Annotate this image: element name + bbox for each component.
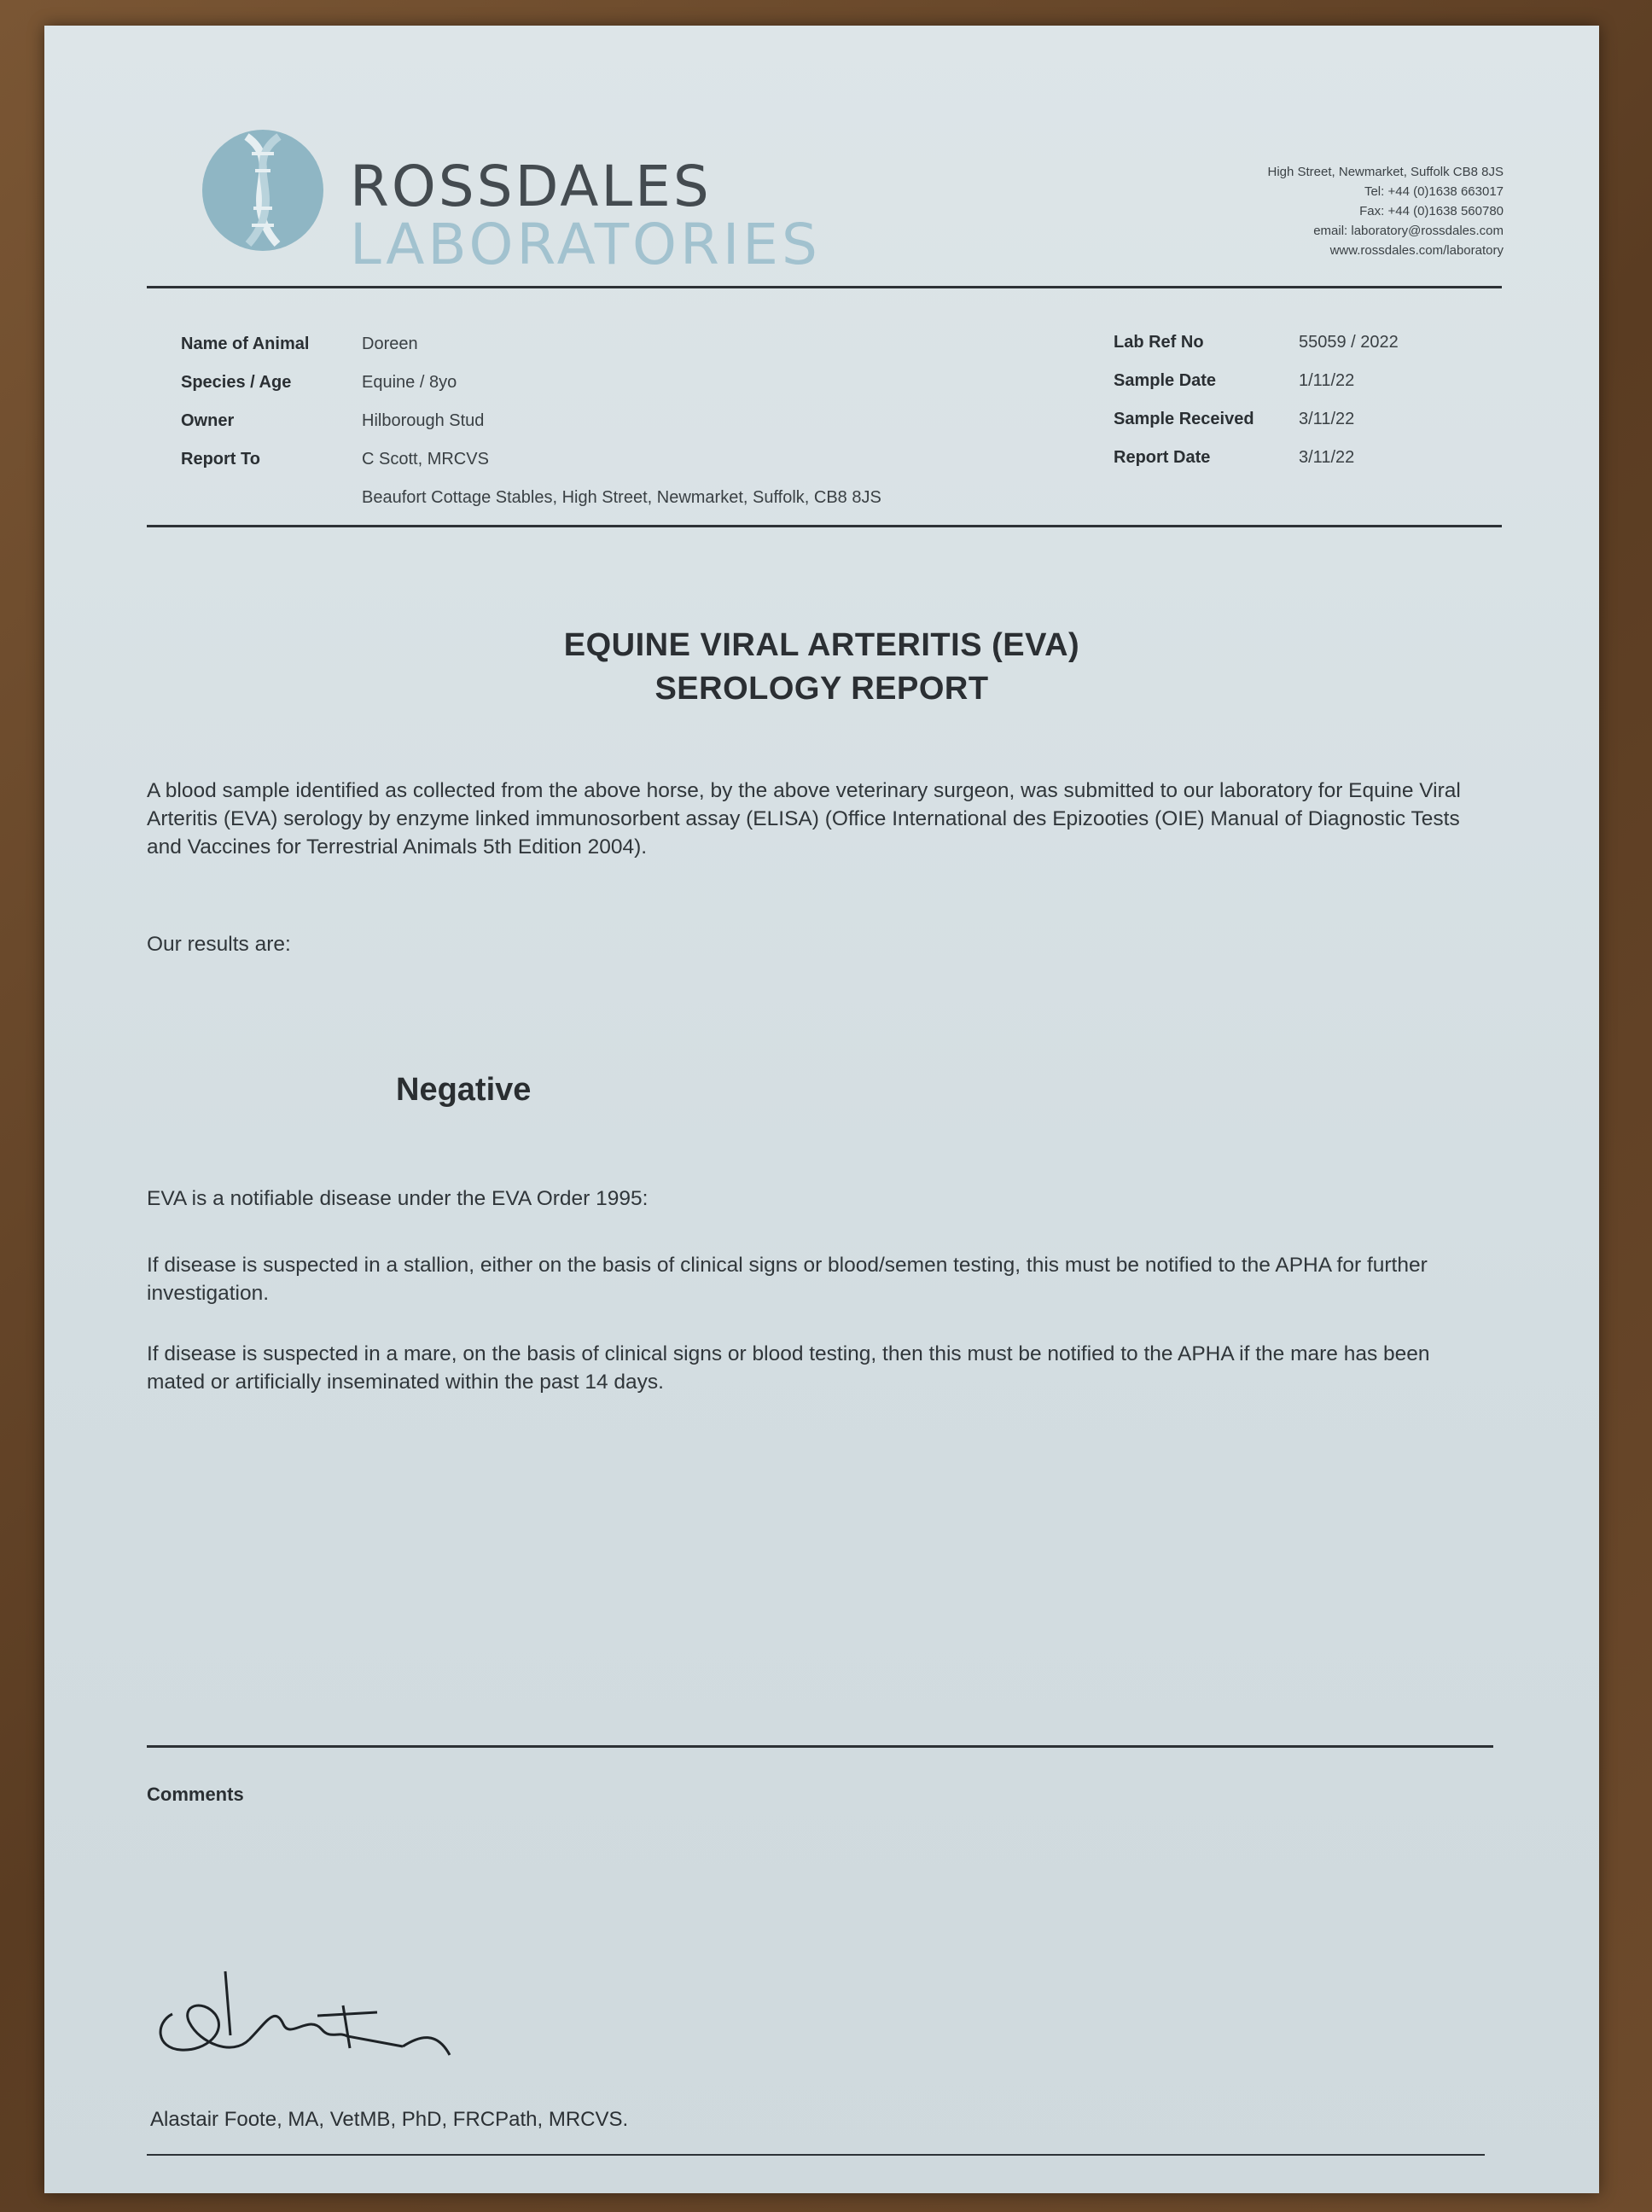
- lab-name-line2: LABORATORIES: [350, 212, 821, 277]
- address-line: Fax: +44 (0)1638 560780: [1359, 204, 1504, 218]
- footer-divider: [147, 2154, 1485, 2156]
- note-mare: If disease is suspected in a mare, on the basis of clinical signs or blood testing, then this must be notified to the APHA if the mare has been mated or artificially inseminated within the past 14 days.: [147, 1342, 1430, 1394]
- sample-received-label: Sample Received: [1114, 410, 1254, 428]
- sample-date-value: 1/11/22: [1299, 371, 1355, 390]
- address-line: email: laboratory@rossdales.com: [1313, 224, 1504, 238]
- report-to-value: C Scott, MRCVS: [362, 450, 489, 469]
- signature-mark: [147, 1954, 539, 2082]
- owner-value: Hilborough Stud: [362, 411, 485, 430]
- species-value: Equine / 8yo: [362, 373, 457, 392]
- test-result: Negative: [396, 1072, 532, 1108]
- address-line: www.rossdales.com/laboratory: [1329, 243, 1504, 258]
- info-divider: [147, 525, 1502, 527]
- report-title-line2: SEROLOGY REPORT: [654, 671, 989, 707]
- lab-name-line1: ROSSDALES: [350, 154, 712, 219]
- lab-ref-value: 55059 / 2022: [1299, 333, 1399, 352]
- report-date-label: Report Date: [1114, 448, 1211, 467]
- sample-date-label: Sample Date: [1114, 371, 1217, 390]
- report-intro: A blood sample identified as collected from the above horse, by the above veterinary surgeon, was submitted to our laboratory for Equine Viral Arteritis (EVA) serology by enzyme linked immunosorbent assay (ELISA) (Office International des Epizooties (OIE) Manual of Diagnostic Tests and Vaccines for Terrestrial Animals 5th Edition 2004).: [147, 779, 1461, 859]
- results-intro: Our results are:: [147, 933, 291, 956]
- header-divider: [147, 286, 1502, 288]
- dna-logo-icon: [202, 130, 323, 251]
- address-line: Tel: +44 (0)1638 663017: [1364, 184, 1504, 199]
- signatory-name: Alastair Foote, MA, VetMB, PhD, FRCPath, MRCVS.: [150, 2108, 629, 2131]
- species-label: Species / Age: [181, 373, 292, 392]
- name-value: Doreen: [362, 335, 418, 353]
- lab-ref-label: Lab Ref No: [1114, 333, 1204, 352]
- address-line: High Street, Newmarket, Suffolk CB8 8JS: [1267, 165, 1504, 179]
- sample-received-value: 3/11/22: [1299, 410, 1355, 428]
- note-stallion: If disease is suspected in a stallion, either on the basis of clinical signs or blood/semen testing, this must be notified to the APHA for further investigation.: [147, 1254, 1428, 1305]
- comments-divider: [147, 1745, 1493, 1748]
- name-label: Name of Animal: [181, 335, 310, 353]
- report-to-label: Report To: [181, 450, 260, 469]
- comments-label: Comments: [147, 1784, 244, 1805]
- report-paper: [44, 26, 1599, 2193]
- lab-address: [1267, 162, 1504, 260]
- report-title-line1: EQUINE VIRAL ARTERITIS (EVA): [563, 627, 1080, 663]
- report-to-address: Beaufort Cottage Stables, High Street, Newmarket, Suffolk, CB8 8JS: [362, 488, 881, 507]
- report-date-value: 3/11/22: [1299, 448, 1355, 467]
- note-notifiable: EVA is a notifiable disease under the EVA Order 1995:: [147, 1187, 649, 1210]
- owner-label: Owner: [181, 411, 235, 430]
